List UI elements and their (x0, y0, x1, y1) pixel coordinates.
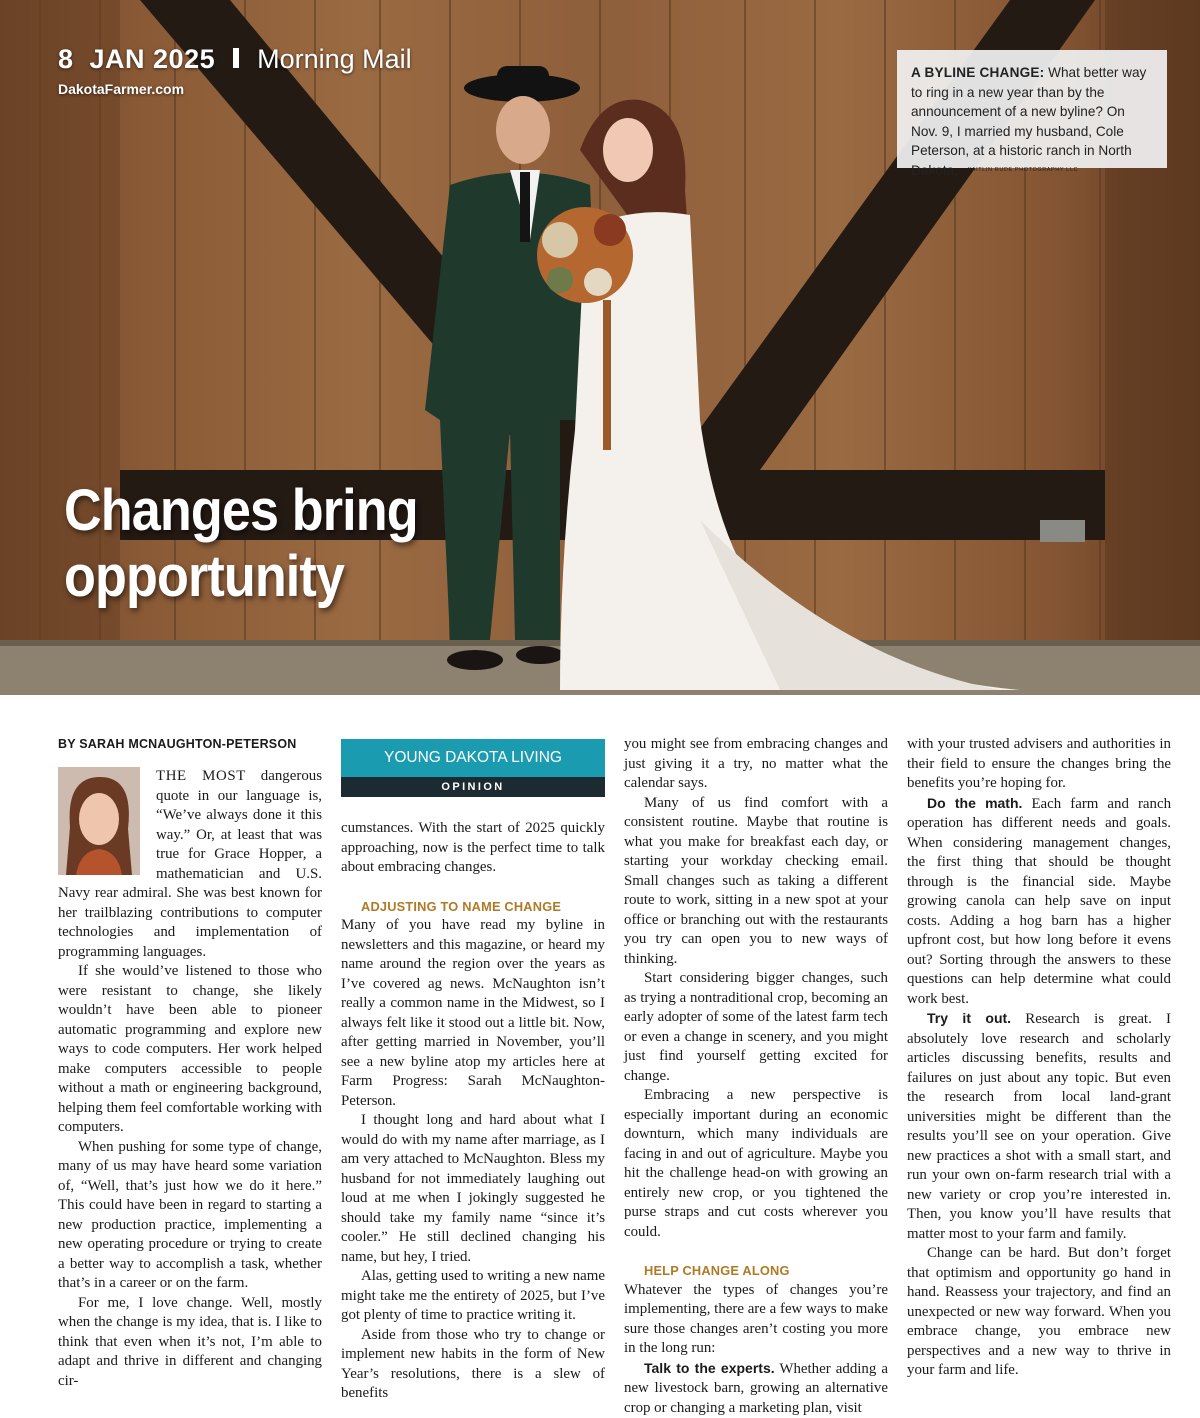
headline-line-2: opportunity (64, 544, 344, 609)
hero-photo (0, 0, 1200, 695)
subhead: ADJUSTING TO NAME CHANGE (341, 897, 605, 917)
section-tag (341, 739, 605, 797)
article-column-3 (624, 735, 888, 1418)
issue-date: JAN 2025 (90, 44, 216, 75)
paragraph: For me, I love change. Well, mostly when the change is my idea, that is. I like to think that even when it’s not, I’m able to adapt and thrive in different and changing cir- (58, 1294, 322, 1392)
paragraph: When pushing for some type of change, many of us may have heard some variation of, “Well, that’s just how we do it here.” This could have been in regard to starting a new production practice, implementing a new operating procedure or trying to create a better way to accomplish a task, whether that’s in a career or on the farm. (58, 1138, 322, 1294)
headline (64, 478, 442, 610)
paragraph: I thought long and hard about what I would do with my name after marriage, as I am very attached to McNaughton. Bless my husband for not immediately laughing out loud at me when I jokingly suggested he should take my family name “since it’s cooler.” He still declined changing his name, but hey, I tried. (341, 1111, 605, 1267)
paragraph: Whatever the types of changes you’re implementing, there are a few ways to make sure those changes aren’t costing you more in the long run: (624, 1281, 888, 1359)
caption-lead: A BYLINE CHANGE: (911, 65, 1044, 80)
folio-divider (233, 48, 239, 68)
paragraph: Many of us find comfort with a consistent routine. Maybe that routine is what you make for breakfast each day, or starting your workday checking email. Small changes such as taking a different route to work, sitting in a new spot at your office or branching out with the restaurants you try can open you to new ways of thinking. (624, 794, 888, 970)
paragraph: THE MOST dangerous quote in our language is, “We’ve always done it this way.” Or, at least that was true for Grace Hopper, a mathematician and U.S. Navy rear admiral. She was best known for her trailblazing contributions to computer technologies and implementation of programming languages. (58, 767, 322, 962)
lead-in: THE MOST (156, 768, 246, 784)
paragraph: you might see from embracing changes and just giving it a try, no matter what the calendar says. (624, 735, 888, 794)
paragraph: Change can be hard. But don’t forget that optimism and opportunity go hand in hand. Reassess your trajectory, and find an unexpected or new way forward. When you embrace change, you embrace new perspectives and a new way to thrive in your farm and life. (907, 1244, 1171, 1381)
folio (58, 44, 412, 97)
paragraph: Many of you have read my byline in newsletters and this magazine, or heard my name around the region over the years as I’ve covered ag news. McNaughton isn’t really a common name in the Midwest, so I always felt like it stood out a little bit. Now, after getting married in November, you’ll see a new byline atop my articles here at Farm Progress: Sarah McNaughton-Peterson. (341, 916, 605, 1111)
run-in-head: Try it out. (927, 1010, 1011, 1026)
byline: BY SARAH MCNAUGHTON-PETERSON (58, 735, 322, 767)
paragraph: with your trusted advisers and authorities in their field to ensure the changes bring the benefits you’re hoping for. (907, 735, 1171, 794)
paragraph: Try it out. Research is great. I absolutely love research and scholarly articles discussing benefits, results and failures on just about any topic. But even the research from local land-grant universities might be different than the results you’ll see on your operation. Give new practices a shot with a small start, and run your own on-farm research trial with a new variety or crop you’re interested in. Then, you know you’ll have results that matter most to your farm and family. (907, 1009, 1171, 1244)
paragraph: Start considering bigger changes, such as trying a nontraditional crop, becoming an early adopter of some of the latest farm tech or even a change in scenery, and you might just find yourself getting excited for change. (624, 969, 888, 1086)
paragraph: Do the math. Each farm and ranch operation has different needs and goals. When considering management changes, the first thing that should be thought through is the financial side. Maybe growing canola can help save on input costs. Adding a hog barn has a higher upfront cost, but how long before it evens out? Sorting through the answers to these questions can help determine what could work best. (907, 794, 1171, 1010)
headline-line-1: Changes bring (64, 478, 418, 543)
subhead: HELP CHANGE ALONG (624, 1261, 888, 1281)
run-in-head: Talk to the experts. (644, 1360, 775, 1376)
author-headshot (58, 767, 140, 875)
paragraph: Alas, getting used to writing a new name might take me the entirety of 2025, but I’ve got plenty of time to practice writing it. (341, 1267, 605, 1326)
article-column-1 (58, 735, 322, 1391)
photo-credit: KAITLIN RUDE PHOTOGRAPHY LLC (968, 167, 1078, 173)
section-tag-label: OPINION (341, 777, 605, 797)
paragraph: Embracing a new perspective is especially important during an economic downturn, which many individuals are facing in and out of agriculture. Maybe you hit the challenge head-on with growing an entirely new crop, or you tightened the purse straps and cut costs wherever you could. (624, 1086, 888, 1242)
website-url: DakotaFarmer.com (58, 81, 412, 97)
paragraph: Talk to the experts. Whether adding a new livestock barn, growing an alternative crop or changing a marketing plan, visit (624, 1359, 888, 1418)
article-column-2 (341, 735, 605, 1404)
paragraph: If she would’ve listened to those who were resistant to change, she likely wouldn’t have been able to pioneer automatic programming and explore new ways to code computers. Her work helped make computers accessible to people without a math or engineering background, helping them feel comfortable working with computers. (58, 962, 322, 1138)
author-photo (58, 767, 140, 875)
caption-text: What better way to ring in a new year than by the announcement of a new byline? On Nov. 9, I married my husband, Cole Peterson, at a historic ranch in North Dakota. (911, 65, 1146, 178)
paragraph: Aside from those who try to change or implement new habits in the form of New Year’s resolutions, there is a slew of benefits (341, 1326, 605, 1404)
article-column-4 (907, 735, 1171, 1381)
section-name: Morning Mail (257, 44, 412, 75)
paragraph: cumstances. With the start of 2025 quickly approaching, now is the perfect time to talk about embracing changes. (341, 819, 605, 878)
photo-caption (897, 50, 1167, 168)
run-in-head: Do the math. (927, 795, 1022, 811)
page-number: 8 (58, 44, 74, 75)
section-tag-title: YOUNG DAKOTA LIVING (341, 739, 605, 777)
